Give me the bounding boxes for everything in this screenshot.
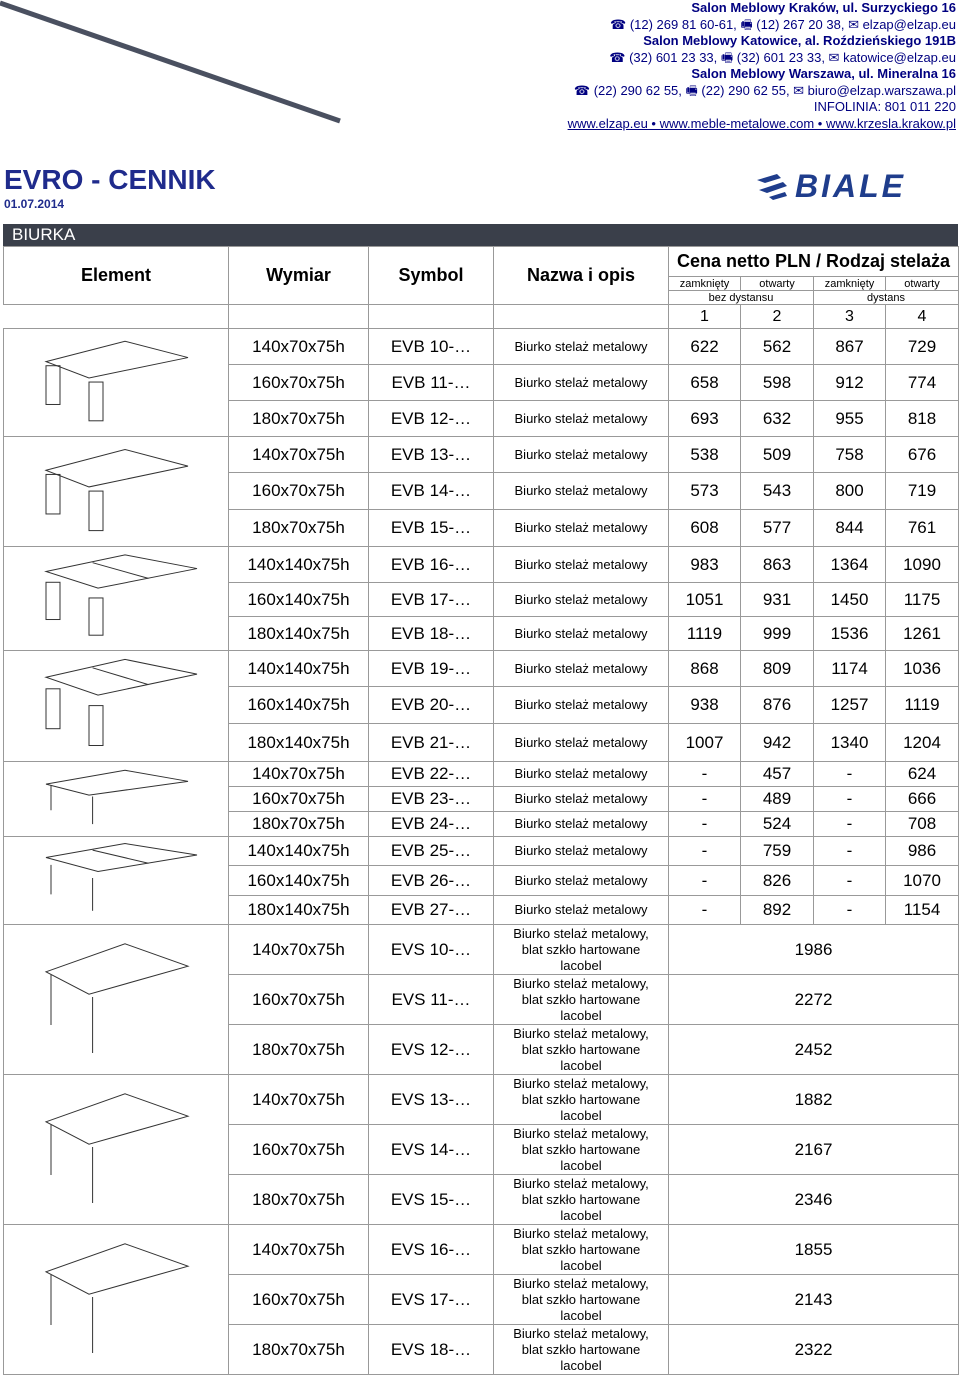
- desk-image: [4, 925, 229, 1075]
- dimension-cell: 180x70x75h: [229, 401, 369, 437]
- price-cell-3: 955: [814, 401, 886, 437]
- dimension-cell: 160x70x75h: [229, 1125, 369, 1175]
- symbol-cell: EVB 17-…: [369, 583, 494, 617]
- header-bez-dystansu: bez dystansu: [669, 291, 814, 305]
- price-cell-3: -: [814, 812, 886, 837]
- symbol-cell: EVB 13-…: [369, 437, 494, 473]
- price-cell-2: 809: [741, 651, 814, 687]
- desk-image: [4, 837, 229, 925]
- description-cell: [494, 1175, 669, 1225]
- dimension-cell: 160x70x75h: [229, 1275, 369, 1325]
- description-line-1: Biurko stelaż metalowy,: [513, 1275, 649, 1291]
- symbol-cell: EVB 27-…: [369, 896, 494, 925]
- infolinia: INFOLINIA: 801 011 220: [813, 99, 956, 114]
- price-cell-3: -: [814, 866, 886, 896]
- header-zamkniety-1: zamknięty: [669, 277, 741, 291]
- dimension-cell: 140x140x75h: [229, 651, 369, 687]
- header-element: Element: [4, 247, 229, 305]
- description-cell: [494, 1275, 669, 1325]
- symbol-cell: EVS 14-…: [369, 1125, 494, 1175]
- description-cell: [494, 1075, 669, 1125]
- description-cell: Biurko stelaż metalowy: [494, 762, 669, 787]
- col-num-2: 2: [741, 305, 814, 329]
- salon-krakow: Salon Meblowy Kraków, ul. Surzyckiego 16: [691, 0, 956, 15]
- price-cell-1: 1007: [669, 724, 741, 762]
- price-cell: 1882: [669, 1075, 959, 1125]
- table-row: [4, 547, 959, 583]
- symbol-cell: EVB 15-…: [369, 510, 494, 547]
- dimension-cell: 160x140x75h: [229, 866, 369, 896]
- description-cell: Biurko stelaż metalowy: [494, 896, 669, 925]
- dimension-cell: 180x70x75h: [229, 510, 369, 547]
- symbol-cell: EVS 13-…: [369, 1075, 494, 1125]
- biale-logo: [755, 168, 955, 202]
- description-line-1: Biurko stelaż metalowy,: [513, 925, 649, 941]
- header-otwarty-2: otwarty: [886, 277, 959, 291]
- description-line-3: lacobel: [560, 957, 602, 973]
- header-nazwa: Nazwa i opis: [494, 247, 669, 305]
- description-line-2: blat szkło hartowane: [521, 1191, 641, 1207]
- price-cell-4: 624: [886, 762, 959, 787]
- price-cell-4: 761: [886, 510, 959, 547]
- price-cell-1: 1119: [669, 617, 741, 651]
- price-cell-3: 867: [814, 329, 886, 365]
- price-cell-3: -: [814, 787, 886, 812]
- symbol-cell: EVS 11-…: [369, 975, 494, 1025]
- col-num-1: 1: [669, 305, 741, 329]
- price-cell-3: -: [814, 896, 886, 925]
- price-cell-1: 1051: [669, 583, 741, 617]
- header-symbol: Symbol: [369, 247, 494, 305]
- description-line-3: lacobel: [560, 1207, 602, 1223]
- description-cell: Biurko stelaż metalowy: [494, 329, 669, 365]
- price-cell-1: 622: [669, 329, 741, 365]
- price-cell-4: 1036: [886, 651, 959, 687]
- price-cell-2: 863: [741, 547, 814, 583]
- price-cell: 2322: [669, 1325, 959, 1375]
- dimension-cell: 180x70x75h: [229, 1025, 369, 1075]
- description-cell: [494, 1125, 669, 1175]
- description-cell: Biurko stelaż metalowy: [494, 724, 669, 762]
- dimension-cell: 160x70x75h: [229, 365, 369, 401]
- logo-text: BIALE: [795, 168, 906, 202]
- price-cell-1: -: [669, 896, 741, 925]
- description-line-2: blat szkło hartowane: [521, 941, 641, 957]
- price-cell: 1855: [669, 1225, 959, 1275]
- description-line-3: lacobel: [560, 1357, 602, 1373]
- dimension-cell: 140x70x75h: [229, 329, 369, 365]
- symbol-cell: EVB 12-…: [369, 401, 494, 437]
- symbol-cell: EVS 16-…: [369, 1225, 494, 1275]
- website-links[interactable]: www.elzap.eu • www.meble-metalowe.com • www.krzesla.krakow.pl: [567, 115, 956, 131]
- price-cell: 2272: [669, 975, 959, 1025]
- price-cell-1: 693: [669, 401, 741, 437]
- symbol-cell: EVB 20-…: [369, 687, 494, 724]
- symbol-cell: EVB 14-…: [369, 473, 494, 510]
- price-cell-1: 983: [669, 547, 741, 583]
- price-cell-3: -: [814, 762, 886, 787]
- price-cell-1: 938: [669, 687, 741, 724]
- dimension-cell: 180x70x75h: [229, 812, 369, 837]
- symbol-cell: EVS 12-…: [369, 1025, 494, 1075]
- price-cell-3: 844: [814, 510, 886, 547]
- symbol-cell: EVB 18-…: [369, 617, 494, 651]
- table-row: [4, 762, 959, 787]
- description-cell: [494, 1025, 669, 1075]
- description-line-1: Biurko stelaż metalowy,: [513, 975, 649, 991]
- price-cell-4: 666: [886, 787, 959, 812]
- table-row: [4, 1075, 959, 1125]
- desk-image: [4, 762, 229, 837]
- price-cell-1: 868: [669, 651, 741, 687]
- symbol-cell: EVS 18-…: [369, 1325, 494, 1375]
- description-line-3: lacobel: [560, 1307, 602, 1323]
- salon-katowice: Salon Meblowy Katowice, al. Roździeńskiego 191B: [643, 33, 956, 48]
- price-cell-2: 524: [741, 812, 814, 837]
- dimension-cell: 160x140x75h: [229, 687, 369, 724]
- dimension-cell: 180x70x75h: [229, 1175, 369, 1225]
- price-cell-3: 912: [814, 365, 886, 401]
- symbol-cell: EVB 16-…: [369, 547, 494, 583]
- dimension-cell: 140x70x75h: [229, 925, 369, 975]
- price-cell-4: 729: [886, 329, 959, 365]
- price-cell-2: 509: [741, 437, 814, 473]
- description-line-1: Biurko stelaż metalowy,: [513, 1325, 649, 1341]
- description-cell: [494, 925, 669, 975]
- price-cell-3: 800: [814, 473, 886, 510]
- price-cell-3: 1340: [814, 724, 886, 762]
- description-cell: Biurko stelaż metalowy: [494, 473, 669, 510]
- page-title: EVRO - CENNIK: [4, 164, 216, 195]
- price-cell-2: 931: [741, 583, 814, 617]
- dimension-cell: 160x70x75h: [229, 473, 369, 510]
- symbol-cell: EVB 19-…: [369, 651, 494, 687]
- description-cell: Biurko stelaż metalowy: [494, 401, 669, 437]
- price-table: [3, 246, 959, 1375]
- contact-warszawa: ☎ (22) 290 62 55, 🖷 (22) 290 62 55, ✉ biuro@elzap.warszawa.pl: [573, 82, 956, 98]
- price-cell-1: 658: [669, 365, 741, 401]
- price-cell-2: 759: [741, 837, 814, 866]
- description-cell: Biurko stelaż metalowy: [494, 687, 669, 724]
- price-cell-3: 1450: [814, 583, 886, 617]
- price-cell-2: 632: [741, 401, 814, 437]
- desk-image: [4, 1225, 229, 1375]
- price-cell-3: 1364: [814, 547, 886, 583]
- price-cell-1: -: [669, 812, 741, 837]
- dimension-cell: 140x70x75h: [229, 1225, 369, 1275]
- description-line-3: lacobel: [560, 1157, 602, 1173]
- price-list-date: 01.07.2014: [4, 197, 65, 211]
- description-line-3: lacobel: [560, 1057, 602, 1073]
- price-cell-1: 608: [669, 510, 741, 547]
- description-cell: Biurko stelaż metalowy: [494, 547, 669, 583]
- description-cell: Biurko stelaż metalowy: [494, 365, 669, 401]
- price-cell-4: 708: [886, 812, 959, 837]
- dimension-cell: 140x140x75h: [229, 837, 369, 866]
- price-cell-4: 1261: [886, 617, 959, 651]
- header-cena: Cena netto PLN / Rodzaj stelaża: [669, 247, 959, 277]
- price-cell-2: 942: [741, 724, 814, 762]
- price-cell-2: 489: [741, 787, 814, 812]
- price-cell: 2167: [669, 1125, 959, 1175]
- description-cell: Biurko stelaż metalowy: [494, 437, 669, 473]
- price-cell-4: 986: [886, 837, 959, 866]
- price-cell-3: -: [814, 837, 886, 866]
- description-cell: [494, 975, 669, 1025]
- table-row: [4, 651, 959, 687]
- description-cell: Biurko stelaż metalowy: [494, 583, 669, 617]
- description-line-1: Biurko stelaż metalowy,: [513, 1025, 649, 1041]
- description-line-2: blat szkło hartowane: [521, 1041, 641, 1057]
- description-cell: Biurko stelaż metalowy: [494, 651, 669, 687]
- symbol-cell: EVB 22-…: [369, 762, 494, 787]
- table-row: [4, 837, 959, 866]
- price-cell-4: 719: [886, 473, 959, 510]
- price-cell-2: 543: [741, 473, 814, 510]
- price-cell-4: 676: [886, 437, 959, 473]
- description-cell: Biurko stelaż metalowy: [494, 866, 669, 896]
- description-cell: Biurko stelaż metalowy: [494, 837, 669, 866]
- price-cell-2: 892: [741, 896, 814, 925]
- contact-katowice: ☎ (32) 601 23 33, 🖷 (32) 601 23 33, ✉ katowice@elzap.eu: [609, 49, 956, 65]
- header-dystans: dystans: [814, 291, 959, 305]
- salon-warszawa: Salon Meblowy Warszawa, ul. Mineralna 16: [691, 66, 956, 81]
- description-line-2: blat szkło hartowane: [521, 1291, 641, 1307]
- symbol-cell: EVS 10-…: [369, 925, 494, 975]
- symbol-cell: EVB 25-…: [369, 837, 494, 866]
- symbol-cell: EVS 17-…: [369, 1275, 494, 1325]
- header-zamkniety-2: zamknięty: [814, 277, 886, 291]
- dimension-cell: 180x140x75h: [229, 724, 369, 762]
- price-cell-4: 1204: [886, 724, 959, 762]
- price-cell-3: 1257: [814, 687, 886, 724]
- contact-krakow: ☎ (12) 269 81 60-61, 🖷 (12) 267 20 38, ✉ elzap@elzap.eu: [610, 16, 956, 32]
- desk-image: [4, 651, 229, 762]
- price-cell-1: -: [669, 837, 741, 866]
- decorative-diagonal-line: [0, 0, 400, 130]
- dimension-cell: 140x70x75h: [229, 762, 369, 787]
- table-row: [4, 1225, 959, 1275]
- price-cell-2: 598: [741, 365, 814, 401]
- price-cell-4: 1070: [886, 866, 959, 896]
- col-num-4: 4: [886, 305, 959, 329]
- price-cell-4: 1090: [886, 547, 959, 583]
- description-cell: Biurko stelaż metalowy: [494, 617, 669, 651]
- contact-block: [568, 0, 956, 132]
- price-cell-1: -: [669, 762, 741, 787]
- description-cell: Biurko stelaż metalowy: [494, 812, 669, 837]
- desk-image: [4, 437, 229, 547]
- price-cell-3: 1536: [814, 617, 886, 651]
- dimension-cell: 160x70x75h: [229, 975, 369, 1025]
- description-line-2: blat szkło hartowane: [521, 1141, 641, 1157]
- price-cell-2: 562: [741, 329, 814, 365]
- description-line-1: Biurko stelaż metalowy,: [513, 1175, 649, 1191]
- price-cell-4: 1154: [886, 896, 959, 925]
- price-cell-1: 538: [669, 437, 741, 473]
- dimension-cell: 180x140x75h: [229, 617, 369, 651]
- header-otwarty-1: otwarty: [741, 277, 814, 291]
- price-cell-1: -: [669, 866, 741, 896]
- dimension-cell: 140x70x75h: [229, 1075, 369, 1125]
- price-cell-1: 573: [669, 473, 741, 510]
- symbol-cell: EVB 26-…: [369, 866, 494, 896]
- price-cell: 2143: [669, 1275, 959, 1325]
- price-cell-2: 876: [741, 687, 814, 724]
- col-num-3: 3: [814, 305, 886, 329]
- description-cell: [494, 1325, 669, 1375]
- price-cell-4: 1119: [886, 687, 959, 724]
- symbol-cell: EVB 24-…: [369, 812, 494, 837]
- price-cell-2: 999: [741, 617, 814, 651]
- symbol-cell: EVB 10-…: [369, 329, 494, 365]
- section-band: BIURKA: [3, 224, 958, 246]
- price-cell-2: 457: [741, 762, 814, 787]
- dimension-cell: 180x140x75h: [229, 896, 369, 925]
- price-cell: 2452: [669, 1025, 959, 1075]
- description-line-2: blat szkło hartowane: [521, 991, 641, 1007]
- price-cell: 2346: [669, 1175, 959, 1225]
- table-row: [4, 925, 959, 975]
- description-cell: [494, 1225, 669, 1275]
- description-line-3: lacobel: [560, 1007, 602, 1023]
- description-line-1: Biurko stelaż metalowy,: [513, 1075, 649, 1091]
- symbol-cell: EVB 23-…: [369, 787, 494, 812]
- dimension-cell: 160x140x75h: [229, 583, 369, 617]
- price-cell-4: 774: [886, 365, 959, 401]
- price-cell-4: 818: [886, 401, 959, 437]
- description-line-1: Biurko stelaż metalowy,: [513, 1125, 649, 1141]
- desk-image: [4, 547, 229, 651]
- price-cell-1: -: [669, 787, 741, 812]
- desk-image: [4, 1075, 229, 1225]
- description-line-2: blat szkło hartowane: [521, 1241, 641, 1257]
- description-cell: Biurko stelaż metalowy: [494, 510, 669, 547]
- description-line-2: blat szkło hartowane: [521, 1341, 641, 1357]
- symbol-cell: EVB 21-…: [369, 724, 494, 762]
- dimension-cell: 180x70x75h: [229, 1325, 369, 1375]
- price-cell-2: 577: [741, 510, 814, 547]
- description-line-3: lacobel: [560, 1107, 602, 1123]
- price-cell-2: 826: [741, 866, 814, 896]
- table-row: [4, 437, 959, 473]
- desk-image: [4, 329, 229, 437]
- price-cell-3: 758: [814, 437, 886, 473]
- dimension-cell: 160x70x75h: [229, 787, 369, 812]
- price-cell-3: 1174: [814, 651, 886, 687]
- symbol-cell: EVS 15-…: [369, 1175, 494, 1225]
- price-cell: 1986: [669, 925, 959, 975]
- description-line-2: blat szkło hartowane: [521, 1091, 641, 1107]
- symbol-cell: EVB 11-…: [369, 365, 494, 401]
- table-row: [4, 329, 959, 365]
- description-cell: Biurko stelaż metalowy: [494, 787, 669, 812]
- price-cell-4: 1175: [886, 583, 959, 617]
- dimension-cell: 140x70x75h: [229, 437, 369, 473]
- dimension-cell: 140x140x75h: [229, 547, 369, 583]
- description-line-3: lacobel: [560, 1257, 602, 1273]
- description-line-1: Biurko stelaż metalowy,: [513, 1225, 649, 1241]
- header-wymiar: Wymiar: [229, 247, 369, 305]
